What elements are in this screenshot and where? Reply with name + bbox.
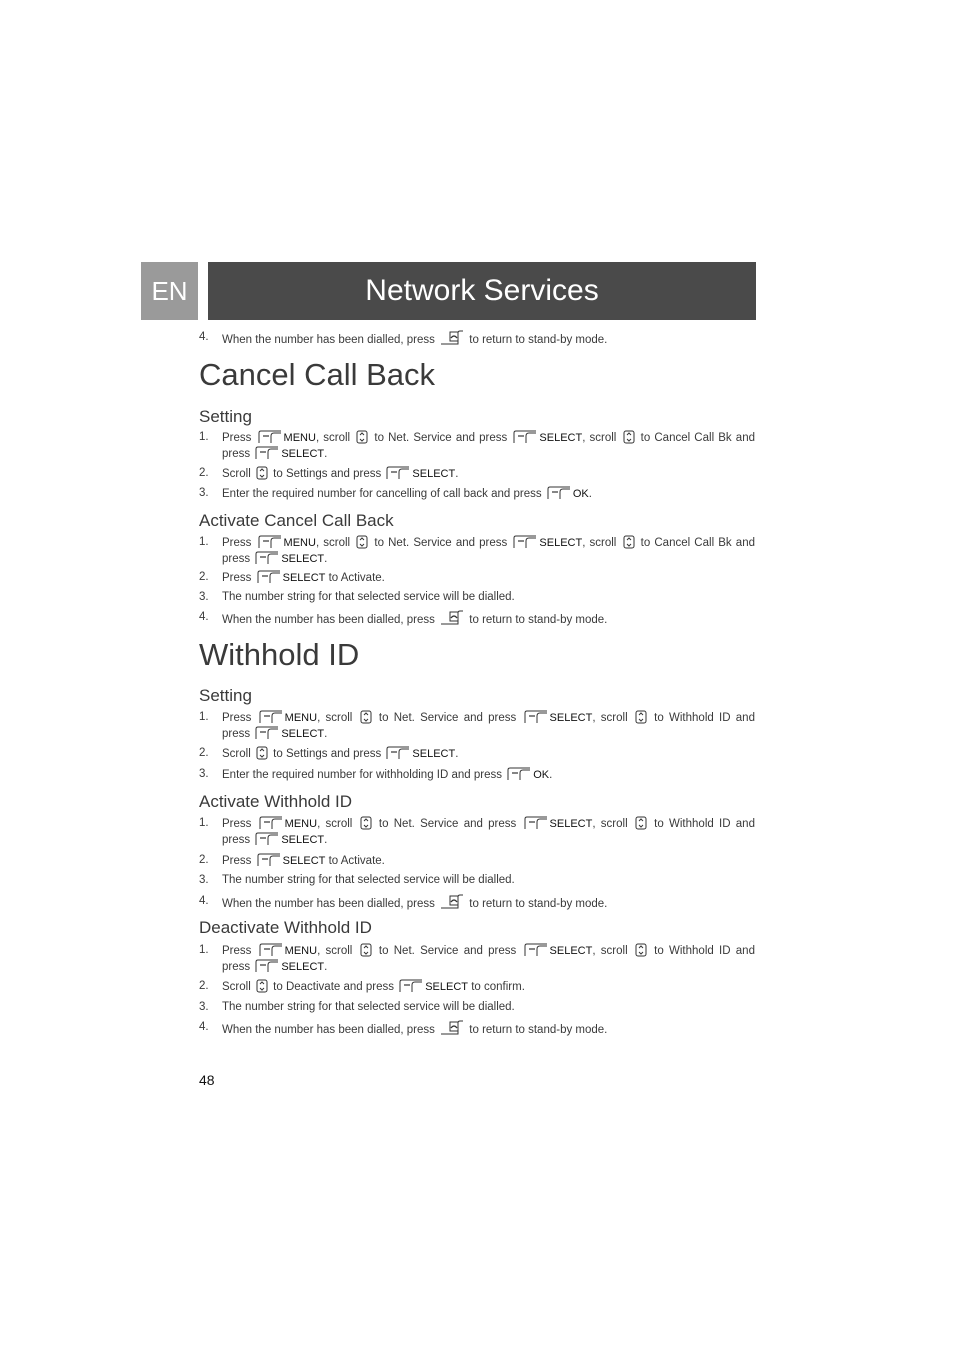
list-item xyxy=(199,816,755,848)
menu-key-label: MENU xyxy=(284,712,318,724)
softkey-icon xyxy=(255,832,279,846)
step-number: 1. xyxy=(199,711,209,723)
step-text: , scroll xyxy=(582,537,617,549)
select-key-label: SELECT xyxy=(281,448,325,460)
step-text: . xyxy=(324,728,328,740)
step-text: to return to stand-by mode. xyxy=(469,1024,608,1036)
step-number: 3. xyxy=(199,487,209,499)
softkey-icon xyxy=(399,979,423,993)
softkey-icon xyxy=(255,726,279,740)
nav-scroll-icon xyxy=(635,816,647,830)
step-text: Press xyxy=(222,537,252,549)
nav-scroll-icon xyxy=(256,466,268,480)
list-item xyxy=(199,466,755,482)
subsection-heading: Activate Withhold ID xyxy=(199,792,353,811)
step-number: 2. xyxy=(199,467,209,479)
select-key-label: SELECT xyxy=(539,432,583,444)
step-text: to confirm. xyxy=(471,981,525,993)
softkey-icon xyxy=(386,466,410,480)
softkey-icon xyxy=(513,430,537,444)
softkey-icon xyxy=(255,959,279,973)
nav-scroll-icon xyxy=(356,430,368,444)
select-key-label: SELECT xyxy=(412,748,456,760)
step-number: 2. xyxy=(199,747,209,759)
select-key-label: SELECT xyxy=(281,834,325,846)
step-text: to Net. Service and press xyxy=(374,537,508,549)
step-text: . xyxy=(324,961,328,973)
softkey-icon xyxy=(257,570,281,584)
step-number: 4. xyxy=(199,1021,209,1033)
step-text: The number string for that selected service will be dialled. xyxy=(222,591,515,603)
step-text: , scroll xyxy=(317,945,353,957)
step-text: Press xyxy=(222,855,252,867)
step-text: . xyxy=(455,748,459,760)
step-text: to Activate. xyxy=(328,855,385,867)
menu-key-label: MENU xyxy=(283,432,316,444)
subsection-heading: Deactivate Withhold ID xyxy=(199,918,372,937)
list-item xyxy=(199,610,755,628)
step-text: The number string for that selected service will be dialled. xyxy=(222,874,515,886)
list-item xyxy=(199,1000,755,1015)
select-key-label: SELECT xyxy=(281,553,325,565)
step-text: to Net. Service and press xyxy=(378,945,517,957)
step-text: Enter the required number for cancelling of call back and press xyxy=(222,488,542,500)
nav-scroll-icon xyxy=(623,430,635,444)
step-text: Enter the required number for withholding ID and press xyxy=(222,769,502,781)
step-text: , scroll xyxy=(592,712,628,724)
step-number: 1. xyxy=(199,944,209,956)
softkey-icon xyxy=(259,943,283,957)
step-text: to return to stand-by mode. xyxy=(469,334,608,346)
step-number: 2. xyxy=(199,980,209,992)
list-item xyxy=(199,894,755,912)
list-item xyxy=(199,746,755,762)
step-text: . xyxy=(324,553,328,565)
step-text: to return to stand-by mode. xyxy=(469,898,608,910)
end-call-icon xyxy=(440,330,464,346)
step-text: . xyxy=(549,769,553,781)
list-item xyxy=(199,330,755,348)
subsection-heading: Activate Cancel Call Back xyxy=(199,511,394,530)
select-key-label: SELECT xyxy=(549,818,593,830)
page-number: 48 xyxy=(199,1072,215,1088)
softkey-icon xyxy=(255,551,279,565)
softkey-icon xyxy=(255,446,279,460)
step-number: 4. xyxy=(199,611,209,623)
step-text: When the number has been dialled, press xyxy=(222,1024,435,1036)
step-text: . xyxy=(324,834,328,846)
list-item xyxy=(199,430,755,462)
select-key-label: SELECT xyxy=(282,855,326,867)
step-text: When the number has been dialled, press xyxy=(222,898,435,910)
step-text: When the number has been dialled, press xyxy=(222,614,435,626)
step-text: to Net. Service and press xyxy=(374,432,508,444)
softkey-icon xyxy=(513,535,537,549)
step-text: to Cancel Call Bk and press xyxy=(222,432,755,460)
list-item xyxy=(199,979,755,995)
nav-scroll-icon xyxy=(623,535,635,549)
step-number: 1. xyxy=(199,431,209,443)
select-key-label: SELECT xyxy=(281,961,325,973)
step-number: 4. xyxy=(199,331,209,343)
list-item xyxy=(199,1020,755,1038)
softkey-icon xyxy=(386,746,410,760)
nav-scroll-icon xyxy=(360,710,372,724)
nav-scroll-icon xyxy=(635,943,647,957)
step-text: Press xyxy=(222,572,252,584)
step-text: When the number has been dialled, press xyxy=(222,334,435,346)
step-text: to Deactivate and press xyxy=(273,981,394,993)
step-text: . xyxy=(324,448,328,460)
nav-scroll-icon xyxy=(360,943,372,957)
step-text: Scroll xyxy=(222,468,251,480)
step-number: 1. xyxy=(199,817,209,829)
menu-key-label: MENU xyxy=(284,818,318,830)
step-text: to Cancel Call Bk and press xyxy=(222,537,755,565)
nav-scroll-icon xyxy=(256,746,268,760)
step-text: The number string for that selected service will be dialled. xyxy=(222,1001,515,1013)
step-text: Scroll xyxy=(222,981,251,993)
select-key-label: SELECT xyxy=(539,537,583,549)
softkey-icon xyxy=(258,535,282,549)
step-text: to Settings and press xyxy=(273,468,382,480)
step-text: . xyxy=(455,468,459,480)
list-item xyxy=(199,943,755,975)
step-text: , scroll xyxy=(592,945,628,957)
end-call-icon xyxy=(440,894,464,910)
select-key-label: SELECT xyxy=(281,728,325,740)
step-text: to Net. Service and press xyxy=(378,712,517,724)
list-item xyxy=(199,767,755,783)
step-text: , scroll xyxy=(315,432,351,444)
step-text: , scroll xyxy=(317,818,353,830)
step-text: , scroll xyxy=(592,818,628,830)
step-text: . xyxy=(588,488,592,500)
step-text: , scroll xyxy=(315,537,351,549)
list-item xyxy=(199,590,755,605)
step-number: 4. xyxy=(199,895,209,907)
step-text: to Settings and press xyxy=(273,748,382,760)
subsection-heading: Setting xyxy=(199,407,252,426)
step-text: to Withhold ID and press xyxy=(222,818,755,846)
softkey-icon xyxy=(507,767,531,781)
step-number: 3. xyxy=(199,1001,209,1013)
step-text: , scroll xyxy=(582,432,617,444)
softkey-icon xyxy=(524,710,548,724)
step-number: 3. xyxy=(199,768,209,780)
step-text: to Withhold ID and press xyxy=(222,712,755,740)
softkey-icon xyxy=(257,853,281,867)
select-key-label: SELECT xyxy=(412,468,456,480)
step-text: Scroll xyxy=(222,748,251,760)
section-title: Cancel Call Back xyxy=(199,357,436,392)
select-key-label: SELECT xyxy=(425,981,468,993)
step-text: Press xyxy=(222,712,252,724)
end-call-icon xyxy=(440,610,464,626)
list-item xyxy=(199,873,755,888)
ok-key-label: OK xyxy=(533,769,550,781)
page-title-banner: Network Services xyxy=(208,262,756,320)
softkey-icon xyxy=(524,943,548,957)
step-number: 3. xyxy=(199,874,209,886)
select-key-label: SELECT xyxy=(282,572,326,584)
language-tab: EN xyxy=(141,262,198,320)
menu-key-label: MENU xyxy=(284,945,318,957)
nav-scroll-icon xyxy=(356,535,368,549)
step-number: 1. xyxy=(199,536,209,548)
list-item xyxy=(199,570,755,586)
ok-key-label: OK xyxy=(572,488,589,500)
softkey-icon xyxy=(547,486,571,500)
step-text: Press xyxy=(222,818,252,830)
subsection-heading: Setting xyxy=(199,686,252,705)
select-key-label: SELECT xyxy=(549,945,593,957)
nav-scroll-icon xyxy=(256,979,268,993)
nav-scroll-icon xyxy=(360,816,372,830)
list-item xyxy=(199,853,755,869)
step-text: to Net. Service and press xyxy=(378,818,517,830)
softkey-icon xyxy=(259,816,283,830)
step-text: Press xyxy=(222,945,252,957)
end-call-icon xyxy=(440,1020,464,1036)
list-item xyxy=(199,486,755,502)
softkey-icon xyxy=(259,710,283,724)
list-item xyxy=(199,535,755,567)
step-text: , scroll xyxy=(317,712,353,724)
step-text: to return to stand-by mode. xyxy=(469,614,608,626)
step-number: 2. xyxy=(199,571,209,583)
menu-key-label: MENU xyxy=(283,537,316,549)
select-key-label: SELECT xyxy=(549,712,593,724)
list-item xyxy=(199,710,755,742)
section-title: Withhold ID xyxy=(199,637,360,672)
step-text: to Activate. xyxy=(328,572,385,584)
step-number: 2. xyxy=(199,854,209,866)
softkey-icon xyxy=(524,816,548,830)
softkey-icon xyxy=(258,430,282,444)
nav-scroll-icon xyxy=(635,710,647,724)
step-text: Press xyxy=(222,432,252,444)
step-number: 3. xyxy=(199,591,209,603)
step-text: to Withhold ID and press xyxy=(222,945,755,973)
